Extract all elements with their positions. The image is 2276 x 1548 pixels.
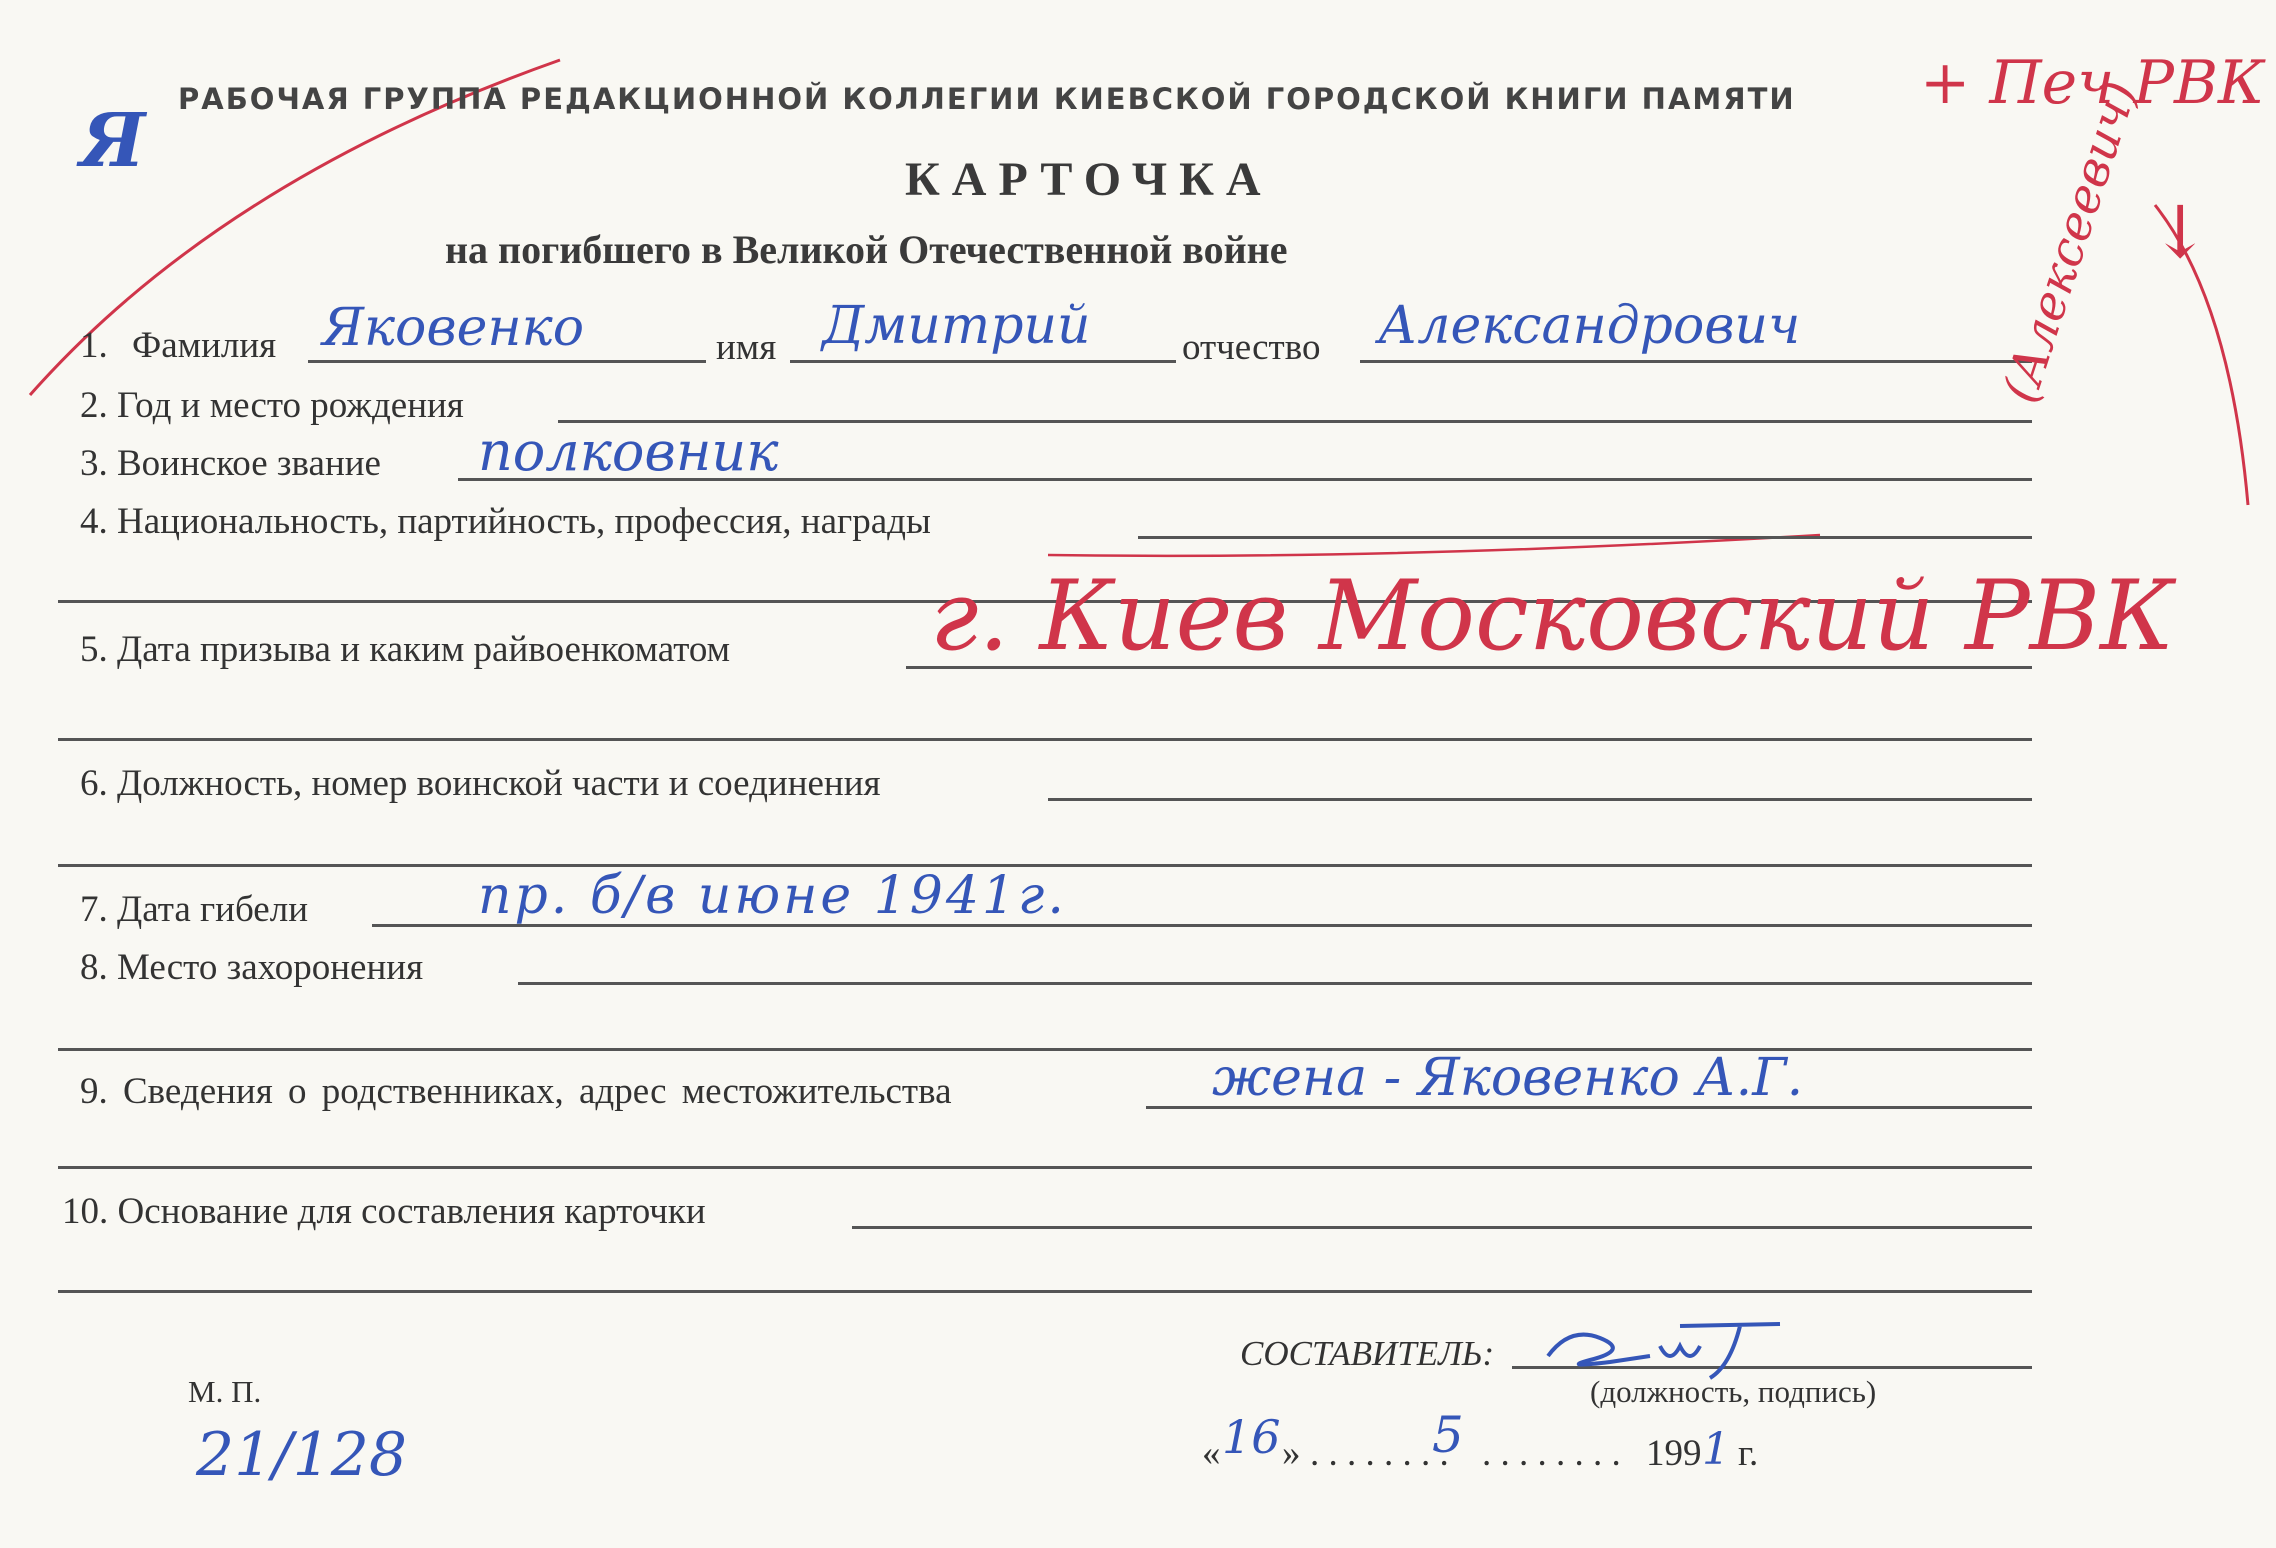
field-5-label: 5. Дата призыва и каким райвоенкоматом [80,629,731,670]
name-value: Дмитрий [822,296,1091,356]
death-date-value: пр. б/в июне 1941г. [478,866,1067,926]
case-number: 21/128 [196,1420,408,1490]
card-title: КАРТОЧКА [905,153,1273,206]
field-10-line [852,1226,2032,1229]
stamp-place-label: М. П. [188,1374,262,1409]
surname-line [308,360,706,363]
date-year-suffix: г. [1738,1433,1759,1474]
field-2-label: 2. Год и место рождения [80,385,464,426]
rank-value: полковник [478,420,779,483]
field-9-line-2 [58,1166,2032,1169]
field-8-label: 8. Место захоронения [80,947,424,988]
name-line [790,360,1176,363]
field-7-label: 7. Дата гибели [80,889,308,930]
relatives-value: жена - Яковенко А.Г. [1212,1048,1804,1108]
field-6-line [1048,798,2032,801]
surname-value: Яковенко [322,298,585,358]
date-month: 5 [1432,1406,1464,1464]
field-4-line [1138,536,2032,539]
field-2-line [558,420,2032,423]
patronymic-value: Александрович [1378,296,1801,356]
draft-office-value: г. Киев Московский РВК [930,560,2175,672]
compiler-label: СОСТАВИТЕЛЬ: [1240,1334,1495,1373]
date-year-prefix: 199 [1646,1433,1702,1474]
card-subtitle: на погибшего в Великой Отечественной войне [445,227,1288,272]
corner-letter: Я [80,98,146,184]
date-quote-close: » [1282,1433,1301,1474]
field-3-label: 3. Воинское звание [80,443,381,484]
field-8-line [518,982,2032,985]
field-10-label: 10. Основание для составления карточки [62,1191,706,1232]
field-6-label: 6. Должность, номер воинской части и соединения [80,763,881,804]
field-1-number: 1. [80,325,108,366]
field-9-label: 9. Сведения о родственниках, адрес местожительства [80,1071,952,1112]
field-surname-label: Фамилия [132,325,277,366]
field-patronymic-label: отчество [1182,327,1321,368]
field-4-label: 4. Национальность, партийность, профессия, награды [80,501,931,542]
date-dots-1: . . . . . . . . [1310,1433,1449,1474]
date-quote-open: « [1202,1433,1221,1474]
date-dots-2: . . . . . . . . [1482,1433,1621,1474]
header-organization: РАБОЧАЯ ГРУППА РЕДАКЦИОННОЙ КОЛЛЕГИИ КИЕВСКОЙ ГОРОДСКОЙ КНИГИ ПАМЯТИ [178,82,1796,116]
patronymic-line [1360,360,2032,363]
field-10-line-2 [58,1290,2032,1293]
patronymic-correction: (Алексеевич) [1992,74,2149,410]
date-year-digit: 1 [1702,1424,1730,1475]
field-name-label: имя [716,327,777,368]
arrow-down-icon: ↓ [2150,190,2211,274]
field-5-line-2 [58,738,2032,741]
top-note: + Печ РВК [1920,48,2265,118]
date-day: 16 [1222,1410,1281,1464]
compiler-sublabel: (должность, подпись) [1590,1374,1877,1409]
